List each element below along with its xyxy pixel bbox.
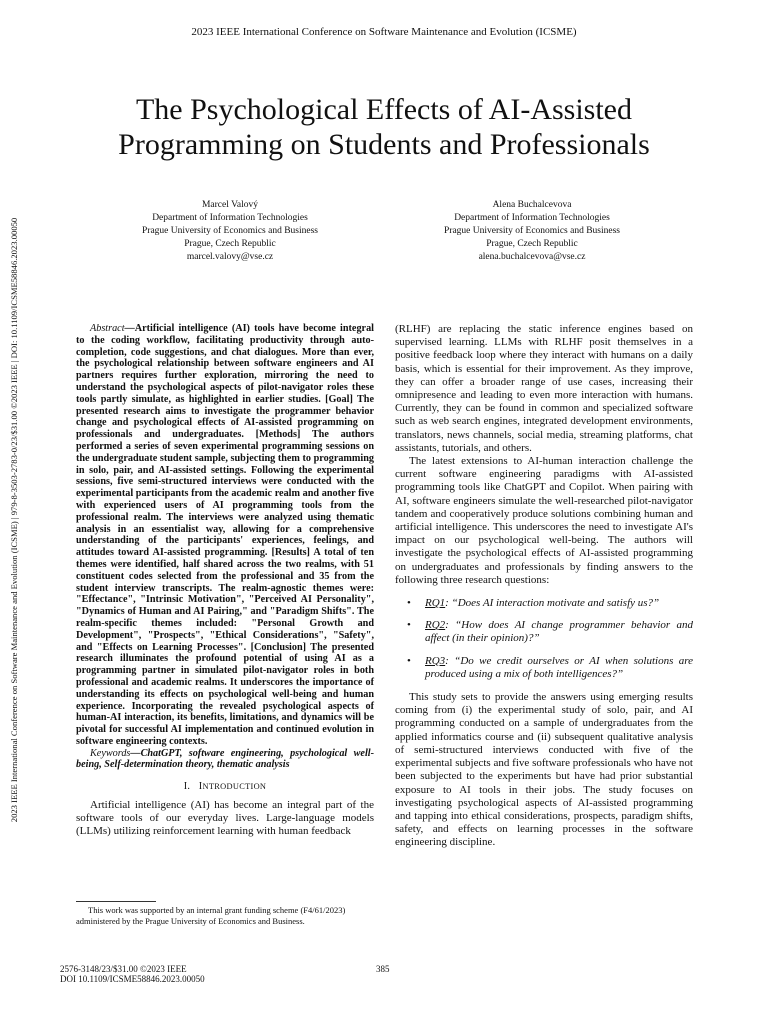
rq-id: RQ1 [425, 597, 446, 610]
footnote-text: This work was supported by an internal grant funding scheme (F4/61/2023) administered by the Prague University of Economics and Business. [76, 905, 346, 926]
section-title-rest: NTRODUCTION [202, 782, 267, 792]
paragraph-rlhf: (RLHF) are replacing the static inference engines based on supervised learning. LLMs with RLHF posit themselves in a positive feedback loop where they interact with humans on a daily basis, which is essential for their improvement. As they improve, they can offer a broader range of use cases, increasing their omnipresence and leading to even more interaction with humans. Currently, they can be found in common and specialized software such as web search engines, integrated development environments, translators, news channels, social media, streaming platforms, chat assistants, tutorials, and others. [395, 323, 693, 454]
research-question-item [395, 619, 693, 645]
author-block-2 [382, 199, 682, 264]
intro-paragraph: Artificial intelligence (AI) has become an integral part of the software tools of our everyday lives. Large-language models (LLMs) utilizing reinforcement learning with human feedback [76, 799, 374, 838]
abstract-label: Abstract [90, 323, 125, 334]
section-heading-introduction [76, 781, 374, 793]
keywords-text: —ChatGPT, software engineering, psychological well-being, Self-determination theory, thematic analysis [76, 747, 374, 771]
abstract-text: —Artificial intelligence (AI) tools have become integral to the coding workflow, facilitating productivity through auto-completion, code suggestions, and chat dialogues. More than ever, the psychological relationship between software engineers and AI partners requires further exploration, mirroring the need to understand the psychological aspects of pilot-navigator roles these tools partly simulate, as highlighted in earlier studies. [Goal] The presented research aims to investigate the programmer behavior change and psychological effects of AI-assisted programming on professionals and undergraduates. [Methods] The authors performed a series of seven experimental programming sessions on the undergraduate student sample, subjecting them to programming in solo, pair, and AI-assisted settings. Following the experimental sessions, five semi-structured interviews were conducted with the experimental participants from the academic realm and another five with experienced users of AI programming tools from the professional realm. The interviews were analyzed using thematic analysis in an essentialist way, allowing for a comprehensive understanding of the participants' experiences, feelings, and attitudes toward AI-assisted programming. [Results] A total of ten themes were identified, half shared across the two realms, with 51 constituent codes selected from the professional and 35 from the student interview transcripts. The realm-agnostic themes were: "Effectance", "Intrinsic Motivation", "Perceived AI Personality", "Dynamics of Human and AI Pairing," and "Paradigm Shifts". The realm-specific themes included: "Personal Growth and Development", "Prospects", "Ethical Considerations", "Safety", and "Effects on Learning Processes". [Conclusion] The presented research illuminates the profound potential of using AI as a programming partner in simulated pilot-navigator roles in both professional and academic realms. It underscores the importance of understanding its effects on psychological well-being and human experience. Incorporating the revealed psychological aspects of human-AI interaction, its benefits, limitations, and dynamics will be pivotal for successful AI implementation and continued evolution in software engineering contexts. [76, 323, 374, 747]
section-numeral: I. [183, 781, 191, 793]
bullet-icon: • [407, 619, 411, 632]
research-question-item [395, 597, 693, 610]
footer-copyright [60, 964, 205, 984]
keywords-label: Keywords [90, 747, 131, 759]
paragraph-extensions: The latest extensions to AI-human interaction challenge the current software engineering paradigms with AI-assisted programming tools like ChatGPT and Copilot. When pairing with AI, software engineers simulate the well-researched pilot-navigator tandem and cooperatively produce solutions combining human and artificial intelligence. This underscores the need to investigate AI's impact on our psychological well-being. The authors will investigate the psychological effects of AI-assisted programming on undergraduates and professionals by finding answers to the following three research questions: [395, 455, 693, 586]
rq-id: RQ2 [425, 619, 446, 632]
author-name: Alena Buchalcevova [492, 200, 572, 210]
footer-doi: DOI 10.1109/ICSME58846.2023.00050 [60, 974, 205, 984]
rq-text: : “Do we credit ourselves or AI when solutions are produced using a mix of both intelligences?” [425, 654, 693, 680]
author-location: Prague, Czech Republic [184, 239, 276, 249]
rq-id: RQ3 [425, 654, 446, 667]
author-email: alena.buchalcevova@vse.cz [478, 252, 586, 262]
research-questions-list [395, 597, 693, 681]
paragraph-study-scope: This study sets to provide the answers using emerging results coming from (i) the experimental study of solo, pair, and AI programming conducted on a sample of undergraduates from the applied informatics course and (ii) subsequent qualitative analysis of semi-structured interviews conducted with five of the experimental subjects and five software professionals who have not been subjected to the experiments but have had prior substantial exposure to AI tools in their jobs. The study focuses on investigating psychological aspects of AI-assisted programming and tapping into ethical considerations, prospects, paradigm shifts, safety, and effects on learning processes in the software engineering discipline. [395, 691, 693, 849]
keywords [76, 748, 374, 772]
doi-sidebar [2, 150, 26, 890]
research-question-item [395, 655, 693, 681]
author-department: Department of Information Technologies [152, 213, 308, 223]
author-block-1 [80, 199, 380, 264]
title-line-2: Programming on Students and Professionals [118, 128, 650, 161]
bullet-icon: • [407, 597, 411, 610]
author-department: Department of Information Technologies [454, 213, 610, 223]
abstract [76, 323, 374, 748]
rq-text: : “How does AI change programmer behavior and affect (in their opinion)?” [425, 619, 693, 645]
author-name: Marcel Valový [201, 200, 259, 210]
page-number: 385 [376, 964, 390, 974]
paper-title [60, 92, 708, 162]
section-title-initial: I [198, 781, 203, 793]
author-email: marcel.valovy@vse.cz [186, 252, 274, 262]
author-university: Prague University of Economics and Business [142, 226, 318, 236]
rq-text: : “Does AI interaction motivate and satisfy us?” [445, 597, 660, 610]
author-university: Prague University of Economics and Business [444, 226, 620, 236]
conference-header: 2023 IEEE International Conference on Software Maintenance and Evolution (ICSME) [191, 26, 577, 38]
author-location: Prague, Czech Republic [486, 239, 578, 249]
footnote [76, 901, 374, 927]
bullet-icon: • [407, 654, 411, 667]
doi-sidebar-text: 2023 IEEE International Conference on Software Maintenance and Evolution (ICSME) | 979-8-3503-2783-0/23/$31.00 ©2023 IEEE | DOI: 10.1109/ICSME58846.2023.00050 [9, 217, 19, 823]
title-line-1: The Psychological Effects of AI-Assisted [135, 93, 632, 126]
footer-issn: 2576-3148/23/$31.00 ©2023 IEEE [60, 964, 187, 974]
right-column [395, 323, 693, 850]
left-column [76, 323, 374, 839]
